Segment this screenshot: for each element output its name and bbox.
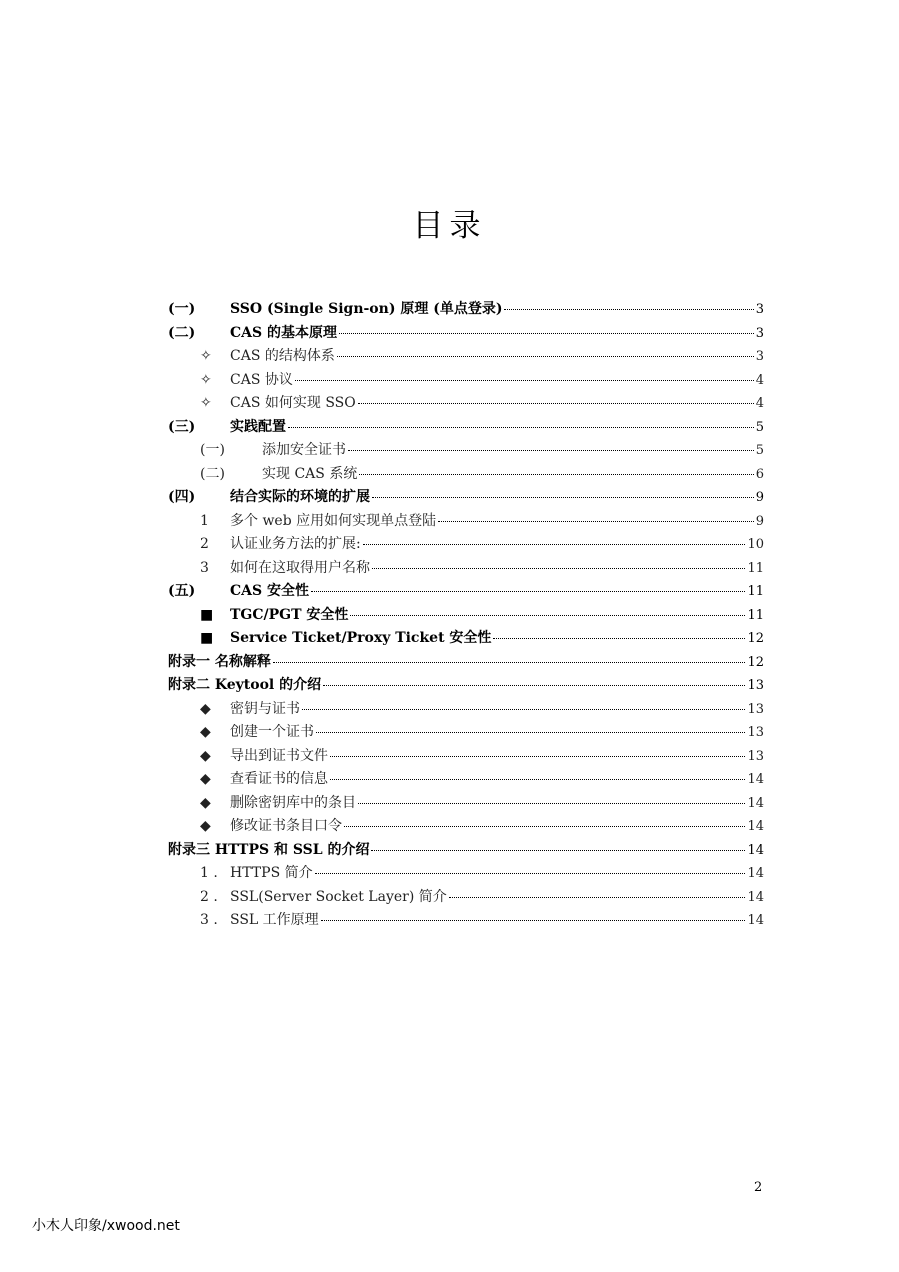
toc-page: 3	[755, 325, 764, 341]
toc-page: 14	[747, 842, 764, 858]
toc-marker: 3	[200, 559, 209, 576]
diamond-bullet-icon: ◆	[200, 700, 211, 717]
dot-leader	[372, 568, 745, 569]
sparkle-icon: ✧	[200, 395, 212, 411]
toc-text: CAS 协议	[230, 371, 293, 388]
toc-page: 5	[755, 443, 764, 458]
toc-page: 12	[747, 631, 764, 646]
toc-entry[interactable]	[168, 392, 764, 416]
toc-text: HTTPS 简介	[230, 865, 313, 881]
toc-marker: 2 .	[200, 888, 218, 905]
toc-page: 13	[747, 678, 764, 693]
toc-page: 13	[747, 748, 764, 764]
dot-leader	[315, 873, 746, 874]
toc-text: 导出到证书文件	[230, 747, 328, 764]
toc-entry[interactable]	[168, 721, 764, 745]
toc-page: 14	[747, 913, 764, 928]
toc-text: 密钥与证书	[230, 700, 300, 717]
toc-text: 附录三 HTTPS 和 SSL 的介绍	[168, 841, 370, 858]
toc-page: 6	[755, 466, 764, 482]
toc-entry[interactable]	[168, 345, 764, 369]
toc-marker: (二)	[200, 465, 225, 482]
toc-entry[interactable]	[168, 298, 764, 322]
square-bullet-icon: ■	[200, 630, 214, 646]
toc-text: 查看证书的信息	[230, 771, 328, 787]
toc-page: 14	[747, 889, 764, 905]
toc-marker: (一)	[200, 442, 225, 458]
toc-text: 附录二 Keytool 的介绍	[168, 677, 322, 693]
dot-leader	[344, 826, 745, 827]
toc-page: 14	[747, 866, 764, 881]
toc-entry[interactable]	[168, 416, 764, 440]
dot-leader	[295, 380, 754, 381]
toc-entry[interactable]	[168, 839, 764, 863]
toc-entry[interactable]	[168, 510, 764, 534]
toc-text: SSL(Server Socket Layer) 简介	[230, 888, 447, 905]
toc-marker: (四)	[168, 489, 196, 505]
toc-text: 修改证书条目口令	[230, 818, 342, 834]
dot-leader	[371, 850, 745, 851]
toc-text: 实现 CAS 系统	[262, 465, 358, 482]
toc-entry[interactable]	[168, 369, 764, 393]
toc-entry[interactable]	[168, 909, 764, 933]
toc-marker: (五)	[168, 583, 196, 599]
dot-leader	[348, 450, 754, 451]
toc-text: SSL 工作原理	[230, 912, 319, 928]
dot-leader	[449, 897, 746, 898]
dot-leader	[273, 662, 746, 663]
toc-page: 9	[755, 490, 764, 505]
dot-leader	[372, 497, 754, 498]
diamond-bullet-icon: ◆	[200, 724, 211, 740]
dot-leader	[323, 685, 745, 686]
toc-page: 3	[755, 349, 764, 364]
toc-entry[interactable]	[168, 627, 764, 651]
toc-entry[interactable]	[168, 533, 764, 557]
toc-text: SSO (Single Sign-on) 原理 (单点登录)	[230, 301, 503, 317]
toc-text: CAS 的基本原理	[230, 324, 337, 341]
toc-entry[interactable]	[168, 322, 764, 346]
toc-page: 9	[755, 513, 764, 529]
dot-leader	[358, 803, 745, 804]
toc-entry[interactable]	[168, 604, 764, 628]
dot-leader	[311, 591, 745, 592]
toc-entry[interactable]	[168, 651, 764, 675]
table-of-contents	[168, 298, 764, 933]
toc-entry[interactable]	[168, 792, 764, 816]
toc-text: Service Ticket/Proxy Ticket 安全性	[230, 630, 492, 646]
toc-entry[interactable]	[168, 557, 764, 581]
toc-page: 11	[747, 607, 764, 623]
toc-entry[interactable]	[168, 745, 764, 769]
toc-marker: (二)	[168, 324, 196, 341]
toc-page: 3	[755, 302, 764, 317]
toc-title: 目录	[412, 208, 487, 244]
toc-text: 删除密钥库中的条目	[230, 794, 356, 811]
toc-page: 14	[747, 795, 764, 811]
toc-text: TGC/PGT 安全性	[230, 606, 349, 623]
toc-entry[interactable]	[168, 463, 764, 487]
toc-entry[interactable]	[168, 698, 764, 722]
toc-page: 14	[747, 819, 764, 834]
dot-leader	[339, 333, 754, 334]
toc-text: CAS 的结构体系	[230, 348, 335, 364]
dot-leader	[493, 638, 745, 639]
toc-marker: 3 .	[200, 912, 218, 928]
diamond-bullet-icon: ◆	[200, 747, 211, 764]
toc-page: 5	[755, 419, 764, 435]
dot-leader	[337, 356, 754, 357]
toc-page: 14	[747, 772, 764, 787]
page-number: 2	[754, 1180, 763, 1195]
toc-text: 如何在这取得用户名称	[230, 559, 370, 576]
toc-entry[interactable]	[168, 580, 764, 604]
diamond-bullet-icon: ◆	[200, 771, 211, 787]
toc-entry[interactable]	[168, 439, 764, 463]
diamond-bullet-icon: ◆	[200, 794, 211, 811]
diamond-bullet-icon: ◆	[200, 818, 211, 834]
square-bullet-icon: ■	[200, 606, 214, 623]
toc-entry[interactable]	[168, 768, 764, 792]
toc-text: 多个 web 应用如何实现单点登陆	[230, 512, 437, 529]
dot-leader	[504, 309, 753, 310]
dot-leader	[321, 920, 746, 921]
toc-entry[interactable]	[168, 674, 764, 698]
toc-page: 13	[747, 701, 764, 717]
dot-leader	[330, 779, 745, 780]
toc-page: 4	[755, 372, 764, 388]
dot-leader	[330, 756, 745, 757]
toc-text: CAS 安全性	[230, 583, 309, 599]
toc-text: 附录一 名称解释	[168, 653, 271, 670]
dot-leader	[302, 709, 745, 710]
toc-text: 创建一个证书	[230, 724, 314, 740]
toc-marker: 2	[200, 536, 209, 552]
toc-entry[interactable]	[168, 815, 764, 839]
toc-entry[interactable]	[168, 486, 764, 510]
toc-text: 实践配置	[230, 418, 286, 435]
toc-entry[interactable]	[168, 862, 764, 886]
dot-leader	[359, 474, 753, 475]
toc-entry[interactable]	[168, 886, 764, 910]
toc-page: 4	[755, 396, 764, 411]
dot-leader	[358, 403, 754, 404]
dot-leader	[350, 615, 745, 616]
toc-text: 添加安全证书	[262, 442, 346, 458]
sparkle-icon: ✧	[200, 371, 212, 388]
toc-page: 11	[747, 584, 764, 599]
sparkle-icon: ✧	[200, 348, 212, 364]
toc-marker: 1 .	[200, 865, 218, 881]
watermark: 小木人印象/xwood.net	[32, 1218, 180, 1234]
dot-leader	[316, 732, 745, 733]
dot-leader	[363, 544, 746, 545]
dot-leader	[288, 427, 754, 428]
toc-page: 11	[747, 560, 764, 576]
toc-text: 结合实际的环境的扩展	[230, 489, 370, 505]
toc-page: 12	[747, 654, 764, 670]
toc-marker: (三)	[168, 418, 196, 435]
dot-leader	[438, 521, 754, 522]
toc-page: 10	[747, 537, 764, 552]
toc-marker: 1	[200, 512, 209, 529]
toc-page: 13	[747, 725, 764, 740]
toc-text: CAS 如何实现 SSO	[230, 395, 356, 411]
toc-marker: (一)	[168, 301, 196, 317]
toc-text: 认证业务方法的扩展:	[230, 536, 361, 552]
